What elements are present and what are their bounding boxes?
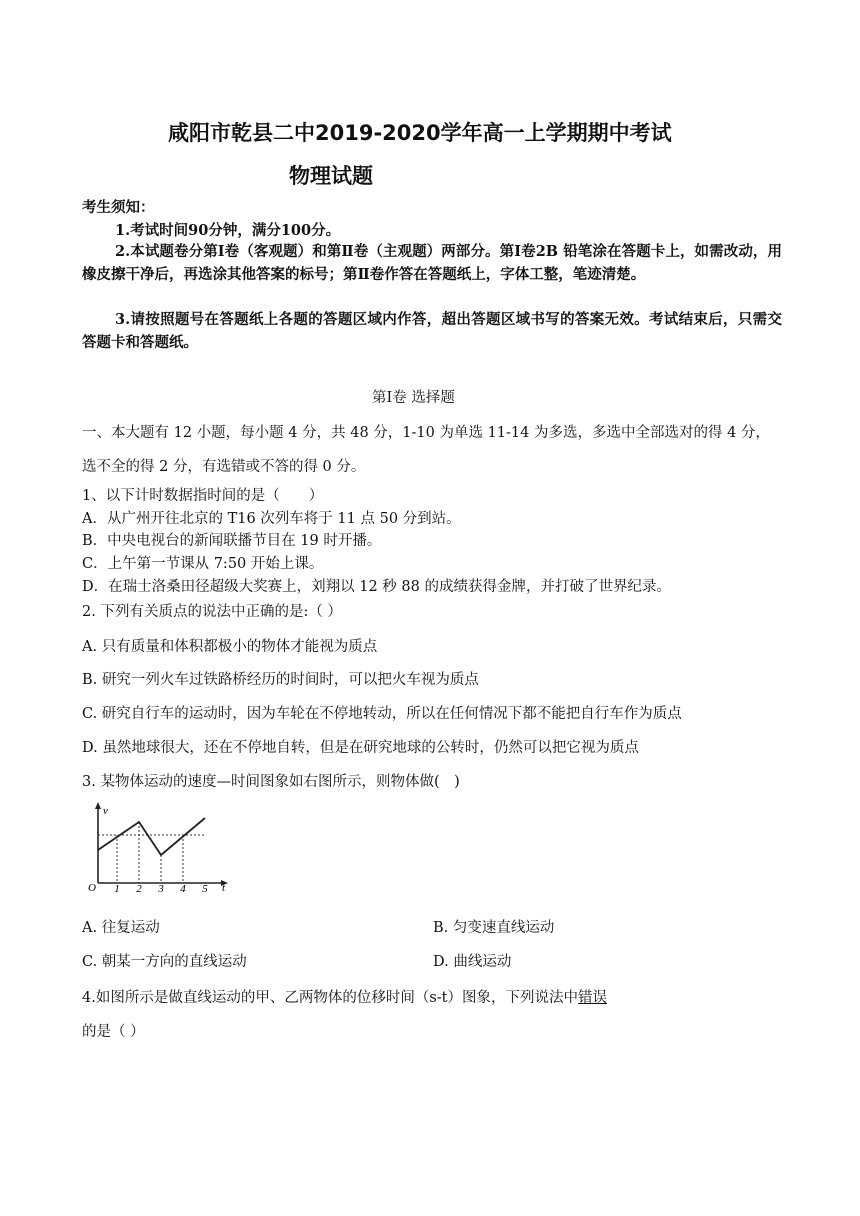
q1-option-c: C．上午第一节课从 7:50 开始上课。 xyxy=(82,556,324,572)
graph-vt-line xyxy=(98,818,205,855)
q2-option-d: D. 虽然地球很大，还在不停地自转，但是在研究地球的公转时，仍然可以把它视为质点 xyxy=(82,740,639,756)
graph-tick-4: 4 xyxy=(180,883,186,892)
graph-y-arrow xyxy=(95,802,101,809)
q3-option-a: A. 往复运动 xyxy=(82,920,160,936)
q3-option-c: C. 朝某一方向的直线运动 xyxy=(82,954,247,970)
notice-item-2: 2.本试题卷分第Ⅰ卷（客观题）和第Ⅱ卷（主观题）两部分。第Ⅰ卷2B 铅笔涂在答题卡上，如需改动，用橡皮擦干净后，再选涂其他答案的标号；第Ⅱ卷作答在答题纸上，字体工整，笔迹清楚。 xyxy=(82,243,782,283)
q3-option-d: D. 曲线运动 xyxy=(433,954,512,970)
q2-option-c: C. 研究自行车的运动时，因为车轮在不停地转动，所以在任何情况下都不能把自行车作为质点 xyxy=(82,706,682,722)
q2-stem: 2. 下列有关质点的说法中正确的是:（ ） xyxy=(82,604,342,620)
graph-tick-2: 2 xyxy=(136,883,142,892)
q4-stem-emphasis: 错误 xyxy=(578,990,607,1006)
q1-option-d: D．在瑞士洛桑田径超级大奖赛上，刘翔以 12 秒 88 的成绩获得金牌，并打破了世界纪录。 xyxy=(82,579,671,595)
q2-option-a: A. 只有质量和体积都极小的物体才能视为质点 xyxy=(82,639,378,655)
graph-x-label: t xyxy=(222,882,226,892)
q3-stem: 3. 某物体运动的速度—时间图象如右图所示，则物体做( ) xyxy=(82,774,460,790)
q3-option-b: B. 匀变速直线运动 xyxy=(433,920,555,936)
notice-item-1: 1.考试时间90分钟，满分100分。 xyxy=(115,222,341,239)
q1-stem: 1、以下计时数据指时间的是（ ） xyxy=(82,488,324,504)
graph-tick-1: 1 xyxy=(114,883,120,892)
section-intro-line-2: 选不全的得 2 分，有选错或不答的得 0 分。 xyxy=(82,459,366,475)
graph-y-label: v xyxy=(103,805,108,817)
section-title: 第Ⅰ卷 选择题 xyxy=(372,390,455,406)
notice-item-3: 3.请按照题号在答题纸上各题的答题区域内作答，超出答题区域书写的答案无效。考试结束后，只需交答题卡和答题纸。 xyxy=(82,311,782,351)
q1-option-b: B．中央电视台的新闻联播节目在 19 时开播。 xyxy=(82,533,382,549)
page-subtitle: 物理试题 xyxy=(289,164,373,188)
section-intro-line-1: 一、本大题有 12 小题，每小题 4 分，共 48 分，1-10 为单选 11-14 为多选，多选中全部选对的得 4 分， xyxy=(82,425,770,441)
page-title: 咸阳市乾县二中2019-2020学年高一上学期期中考试 xyxy=(168,121,672,145)
q4-stem-line-2: 的是（ ） xyxy=(82,1024,145,1040)
q1-option-a: A．从广州开往北京的 T16 次列车将于 11 点 50 分到站。 xyxy=(82,511,461,527)
graph-tick-3: 3 xyxy=(158,883,164,892)
graph-tick-5: 5 xyxy=(202,883,208,892)
q3-vt-graph xyxy=(84,800,234,892)
graph-origin-label: O xyxy=(88,882,96,892)
notice-heading: 考生须知： xyxy=(82,199,155,216)
q2-option-b: B. 研究一列火车过铁路桥经历的时间时，可以把火车视为质点 xyxy=(82,672,479,688)
q4-stem xyxy=(82,986,607,1007)
q4-stem-text: 4.如图所示是做直线运动的甲、乙两物体的位移时间（s-t）图象，下列说法中 xyxy=(82,990,578,1006)
